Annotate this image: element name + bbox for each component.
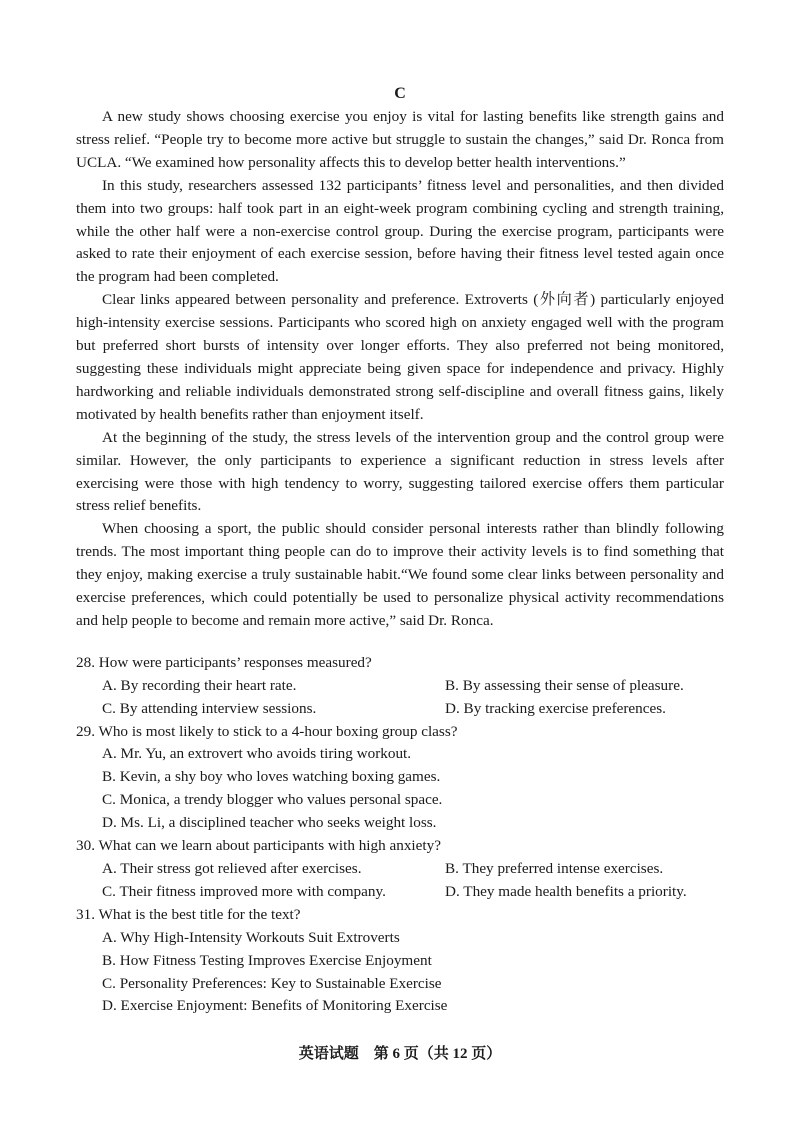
- option-group: [76, 675, 724, 721]
- question-28: [76, 652, 724, 721]
- question-list: [76, 652, 724, 1019]
- question-29: [76, 721, 724, 836]
- option-c: C. By attending interview sessions.: [102, 699, 317, 717]
- question-stem: 31. What is the best title for the text?: [76, 905, 301, 923]
- option-group: [76, 743, 724, 835]
- option-b: B. How Fitness Testing Improves Exercise Enjoyment: [102, 951, 432, 969]
- option-b: B. By assessing their sense of pleasure.: [445, 676, 684, 694]
- option-d: D. Exercise Enjoyment: Benefits of Monitoring Exercise: [102, 997, 448, 1015]
- passage-paragraph: In this study, researchers assessed 132 participants’ fitness level and personalities, and then divided them into two groups: half took part in an eight-week program combining cycling and strength training, while the other half were a non-exercise control group. During the exercise program, participants were asked to rate their enjoyment of each exercise session, before having their fitness level tested again once the program had been completed.: [76, 176, 724, 286]
- section-title: C: [394, 85, 406, 102]
- passage-paragraph: At the beginning of the study, the stress levels of the intervention group and the control group were similar. However, the only participants to experience a significant reduction in stress levels after exercising were those with high tendency to worry, suggesting tailored exercise offers them particular stress relief benefits.: [76, 428, 724, 515]
- question-stem: 28. How were participants’ responses measured?: [76, 653, 372, 671]
- option-c: C. Their fitness improved more with company.: [102, 882, 386, 900]
- passage-paragraph: A new study shows choosing exercise you enjoy is vital for lasting benefits like strength gains and stress relief. “People try to become more active but struggle to sustain the changes,” said Dr. Ronca from UCLA. “We examined how personality affects this to develop better health interventions.”: [76, 108, 724, 171]
- option-d: D. They made health benefits a priority.: [445, 882, 687, 900]
- option-group: [76, 927, 724, 1019]
- option-d: D. Ms. Li, a disciplined teacher who seeks weight loss.: [102, 814, 437, 832]
- page-footer: 英语试题 第 6 页（共 12 页）: [298, 1046, 502, 1062]
- question-30: [76, 835, 724, 904]
- passage-paragraph: When choosing a sport, the public should consider personal interests rather than blindly following trends. The most important thing people can do to improve their activity levels is to find something that they enjoy, making exercise a truly sustainable habit.“We found some clear links between personality and exercise preferences, which could potentially be used to personalize physical activity recommendations and help people to become and remain more active,” said Dr. Ronca.: [76, 520, 724, 629]
- option-a: A. Why High-Intensity Workouts Suit Extroverts: [102, 928, 400, 946]
- option-a: A. Their stress got relieved after exercises.: [102, 860, 362, 877]
- question-31: [76, 904, 724, 1019]
- option-c: C. Monica, a trendy blogger who values personal space.: [102, 791, 443, 809]
- option-a: A. Mr. Yu, an extrovert who avoids tiring workout.: [102, 745, 412, 763]
- reading-passage-page: [76, 84, 724, 1018]
- option-d: D. By tracking exercise preferences.: [445, 699, 666, 717]
- question-stem: 29. Who is most likely to stick to a 4-hour boxing group class?: [76, 722, 458, 740]
- passage-paragraph: Clear links appeared between personality and preference. Extroverts (外向者) particularly enjoyed high-intensity exercise sessions. Participants who scored high on anxiety engaged well with the program but preferred short bursts of intensity over longer efforts. They also preferred not being monitored, suggesting these individuals might appreciate being given space for independence and privacy. Highly hardworking and reliable individuals demonstrated strong self-discipline and overall fitness gains, likely motivated by health benefits rather than enjoyment itself.: [76, 291, 724, 423]
- option-b: B. They preferred intense exercises.: [445, 860, 664, 877]
- question-stem: 30. What can we learn about participants with high anxiety?: [76, 837, 441, 855]
- passage: [76, 106, 724, 633]
- option-b: B. Kevin, a shy boy who loves watching boxing games.: [102, 768, 441, 786]
- option-group: [76, 858, 724, 904]
- option-a: A. By recording their heart rate.: [102, 676, 297, 694]
- option-c: C. Personality Preferences: Key to Sustainable Exercise: [102, 974, 442, 992]
